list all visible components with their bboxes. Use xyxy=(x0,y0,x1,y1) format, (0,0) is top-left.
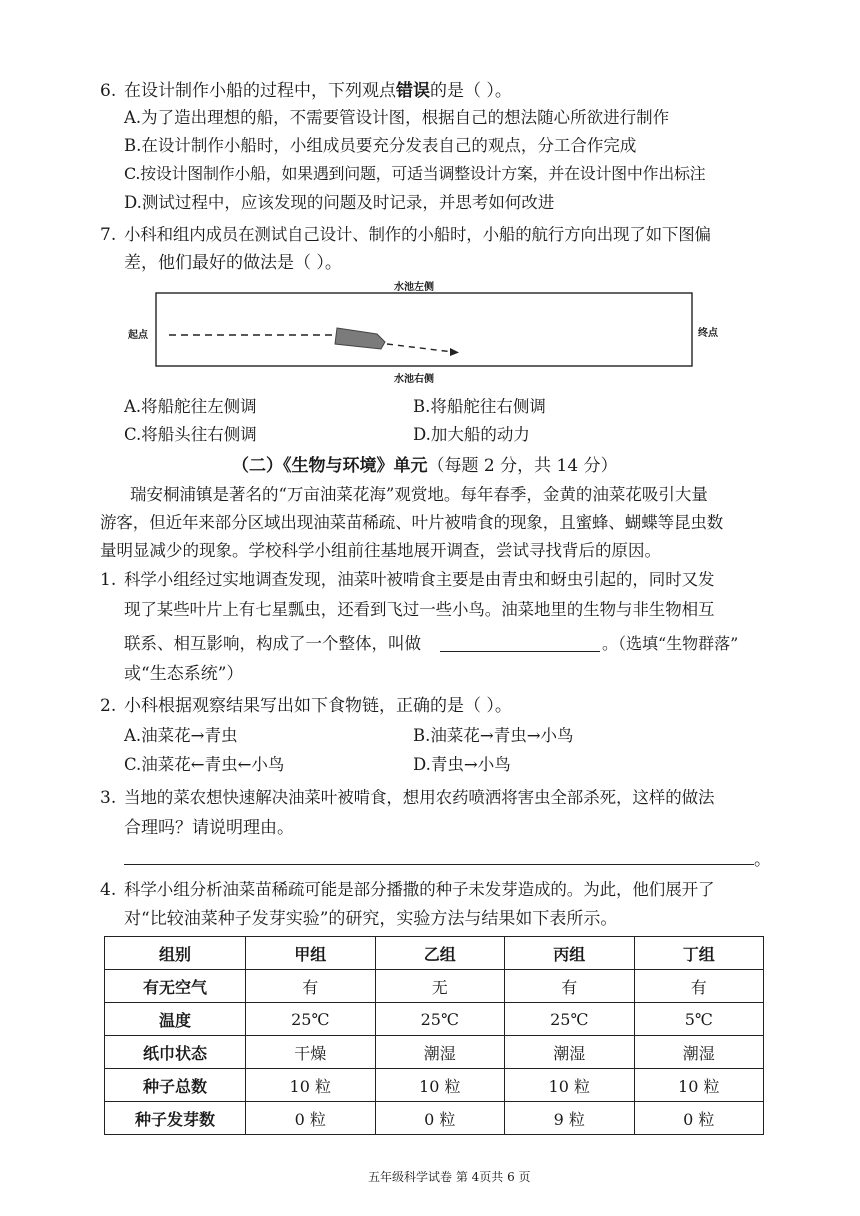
table-cell: 无 xyxy=(375,970,505,1003)
q7-option-b: B.将船舵往右侧调 xyxy=(413,397,546,416)
table-row xyxy=(105,1003,764,1036)
boat-icon xyxy=(335,328,385,349)
intro-line-3: 量明显减少的现象。学校科学小组前往基地展开调查，尝试寻找背后的原因。 xyxy=(100,541,661,560)
q6-option-d: D.测试过程中，应该发现的问题及时记录，并思考如何改进 xyxy=(124,193,555,212)
table-row xyxy=(105,970,764,1003)
start-label: 起点 xyxy=(128,330,148,341)
section2-score: （每题 2 分，共 14 分） xyxy=(427,456,618,476)
s1-number: 1. xyxy=(100,570,117,590)
table-header-cell: 甲组 xyxy=(246,937,376,970)
table-cell: 10 粒 xyxy=(246,1069,376,1102)
pool-diagram xyxy=(155,292,695,368)
table-cell: 潮湿 xyxy=(505,1036,635,1069)
s3-number: 3. xyxy=(100,788,117,808)
s1-line2: 现了某些叶片上有七星瓢虫，还看到飞过一些小鸟。油菜地里的生物与非生物相互 xyxy=(124,600,715,619)
table-cell: 有 xyxy=(505,970,635,1003)
table-cell: 有 xyxy=(634,970,764,1003)
table-cell: 9 粒 xyxy=(505,1102,635,1135)
table-cell: 干燥 xyxy=(246,1036,376,1069)
q6-stem-c: 的是（ ）。 xyxy=(430,81,512,101)
experiment-table xyxy=(104,936,764,1135)
table-row xyxy=(105,1102,764,1135)
pool-left-side-label: 水池左侧 xyxy=(394,282,434,293)
s2-option-b: B.油菜花→青虫→小鸟 xyxy=(413,726,574,745)
s1-line4: 或“生态系统”） xyxy=(124,664,244,684)
table-cell: 潮湿 xyxy=(375,1036,505,1069)
s3-end-mark: 。 xyxy=(754,850,771,870)
s1-line1: 科学小组经过实地调查发现，油菜叶被啃食主要是由青虫和蚜虫引起的，同时又发 xyxy=(124,570,715,589)
q7-option-a: A.将船舵往左侧调 xyxy=(124,397,257,416)
table-cell: 10 粒 xyxy=(375,1069,505,1102)
s2-stem: 小科根据观察结果写出如下食物链，正确的是（ ）。 xyxy=(124,696,512,716)
s4-line1: 科学小组分析油菜苗稀疏可能是部分播撒的种子未发芽造成的。为此，他们展开了 xyxy=(124,880,715,899)
table-cell: 25℃ xyxy=(375,1003,505,1036)
q6-option-c: C.按设计图制作小船，如果遇到问题，可适当调整设计方案，并在设计图中作出标注 xyxy=(124,164,706,183)
q6-option-b: B.在设计制作小船时，小组成员要充分发表自己的观点，分工合作完成 xyxy=(124,136,637,155)
intro-line-1: 瑞安桐浦镇是著名的“万亩油菜花海”观赏地。每年春季，金黄的油菜花吸引大量 xyxy=(130,485,708,504)
table-cell: 10 粒 xyxy=(634,1069,764,1102)
table-row-label: 有无空气 xyxy=(105,970,246,1003)
q7-number: 7. xyxy=(100,225,117,245)
deviated-path-line xyxy=(387,344,453,352)
table-row-label: 种子发芽数 xyxy=(105,1102,246,1135)
table-row-label: 纸巾状态 xyxy=(105,1036,246,1069)
table-row-label: 种子总数 xyxy=(105,1069,246,1102)
table-header-cell: 丁组 xyxy=(634,937,764,970)
s2-option-d: D.青虫→小鸟 xyxy=(413,755,511,774)
section2-title xyxy=(232,452,618,480)
table-cell: 25℃ xyxy=(505,1003,635,1036)
section2-title-text: （二）《生物与环境》单元 xyxy=(232,456,428,476)
table-row-label: 温度 xyxy=(105,1003,246,1036)
table-cell: 0 粒 xyxy=(246,1102,376,1135)
q6-stem-a: 在设计制作小船的过程中，下列观点 xyxy=(124,81,396,101)
table-cell: 25℃ xyxy=(246,1003,376,1036)
q6-stem xyxy=(124,77,512,105)
q7-option-d: D.加大船的动力 xyxy=(413,425,530,444)
table-cell: 潮湿 xyxy=(634,1036,764,1069)
intro-line-2: 游客，但近年来部分区域出现油菜苗稀疏、叶片被啃食的现象，且蜜蜂、蝴蝶等昆虫数 xyxy=(100,513,724,532)
s3-line2: 合理吗？请说明理由。 xyxy=(124,818,294,838)
s1-tail: 。（选填“生物群落” xyxy=(602,634,739,653)
s4-line2: 对“比较油菜种子发芽实验”的研究，实验方法与结果如下表所示。 xyxy=(124,909,618,929)
table-row xyxy=(105,1036,764,1069)
table-row xyxy=(105,1069,764,1102)
table-cell: 0 粒 xyxy=(634,1102,764,1135)
s2-option-c: C.油菜花←青虫←小鸟 xyxy=(124,755,285,774)
s1-answer-blank[interactable] xyxy=(440,651,600,652)
table-header-cell: 乙组 xyxy=(375,937,505,970)
q6-stem-emphasis: 错误 xyxy=(396,81,430,101)
table-header-row xyxy=(105,937,764,970)
page-footer: 五年级科学试卷 第 4页共 6 页 xyxy=(368,1170,531,1184)
s2-number: 2. xyxy=(100,696,117,716)
q6-number: 6. xyxy=(100,81,117,101)
pool-right-side-label: 水池右侧 xyxy=(394,374,434,385)
end-label: 终点 xyxy=(698,328,718,339)
q7-line1: 小科和组内成员在测试自己设计、制作的小船时，小船的航行方向出现了如下图偏 xyxy=(124,225,711,244)
s4-number: 4. xyxy=(100,880,117,900)
table-cell: 5℃ xyxy=(634,1003,764,1036)
q6-option-a: A.为了造出理想的船，不需要管设计图，根据自己的想法随心所欲进行制作 xyxy=(124,108,670,127)
direction-arrow-icon xyxy=(450,348,459,356)
table-cell: 10 粒 xyxy=(505,1069,635,1102)
s1-line3: 联系、相互影响，构成了一个整体，叫做 xyxy=(124,634,421,653)
pool-outline xyxy=(156,293,692,366)
table-cell: 有 xyxy=(246,970,376,1003)
s3-answer-line[interactable] xyxy=(124,864,754,865)
q7-line2: 差，他们最好的做法是（ ）。 xyxy=(124,253,342,273)
s2-option-a: A.油菜花→青虫 xyxy=(124,726,238,745)
q7-option-c: C.将船头往右侧调 xyxy=(124,425,257,444)
table-header-cell: 丙组 xyxy=(505,937,635,970)
table-header-cell: 组别 xyxy=(105,937,246,970)
table-cell: 0 粒 xyxy=(375,1102,505,1135)
s3-line1: 当地的菜农想快速解决油菜叶被啃食，想用农药喷洒将害虫全部杀死，这样的做法 xyxy=(124,788,715,807)
